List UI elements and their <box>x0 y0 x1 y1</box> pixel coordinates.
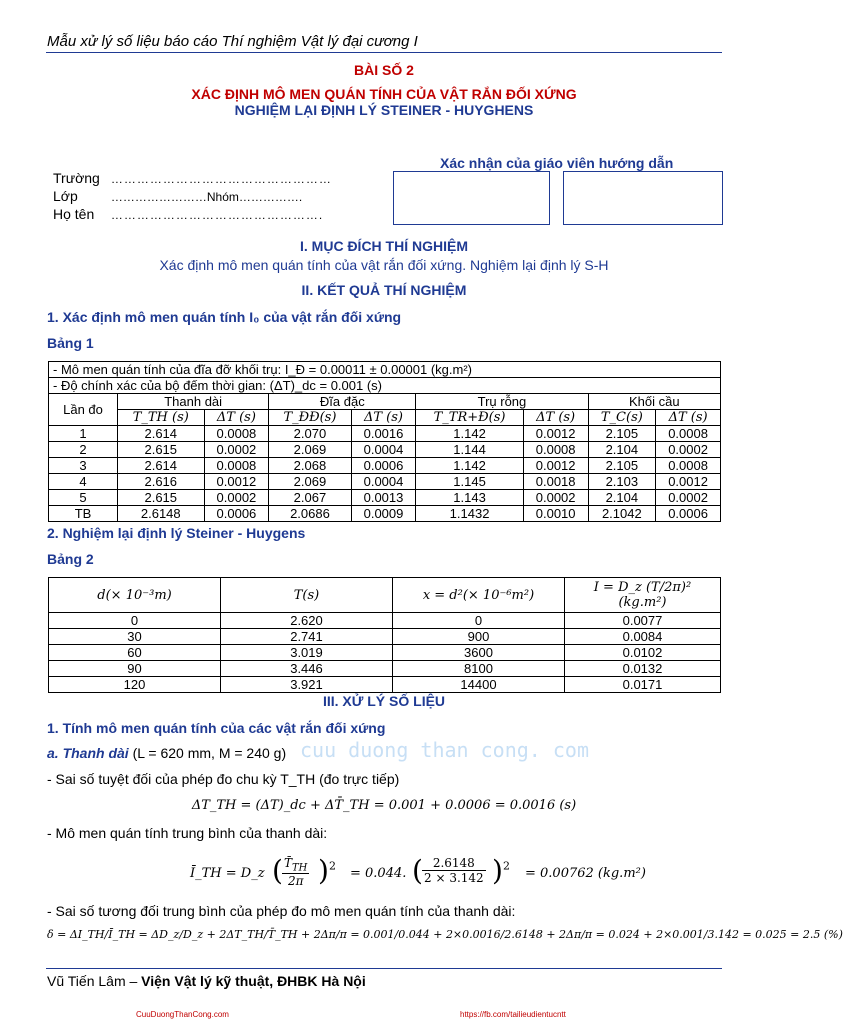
table-cell: 0.0008 <box>656 458 721 474</box>
table-cell: 30 <box>49 629 221 645</box>
table-row <box>49 629 721 645</box>
table-cell: 0.0009 <box>351 506 416 522</box>
sub-2-title: 2. Nghiệm lại định lý Steiner - Huygens <box>47 525 306 541</box>
eq2-frac-1: $\frac{T̄_{TH}}{2\pi}$ <box>284 856 308 889</box>
sub-1-title: 1. Xác định mô men quán tính I₀ của vật rắn đối xứng <box>47 309 402 325</box>
signature-box-2[interactable] <box>563 171 723 225</box>
lop-dots[interactable]: ……………………Nhóm……………. <box>110 190 303 204</box>
table-cell: 2.103 <box>588 474 656 490</box>
table-cell: 1.144 <box>416 442 523 458</box>
table-2 <box>48 577 721 693</box>
table-cell: 120 <box>49 677 221 693</box>
group-tru-rong: Trụ rỗng <box>416 394 588 410</box>
table-cell: 2.615 <box>118 442 205 458</box>
table-cell: 90 <box>49 661 221 677</box>
section-3-title: III. XỬ LÝ SỐ LIỆU <box>322 693 446 709</box>
table-1-body <box>49 426 721 522</box>
table-cell: 3 <box>49 458 118 474</box>
table-cell: 0.0006 <box>204 506 269 522</box>
table-row <box>49 677 721 693</box>
table-cell: 2.614 <box>118 458 205 474</box>
table-cell: 0.0132 <box>565 661 721 677</box>
footer-author-name: Vũ Tiến Lâm – <box>47 973 142 989</box>
subhead: ΔT (s) <box>656 410 721 426</box>
table-cell: 0.0008 <box>656 426 721 442</box>
footer-divider <box>46 968 722 969</box>
eq2-mid: = 0.044. <box>350 866 407 881</box>
table-cell: 2.069 <box>269 442 351 458</box>
table-cell: 2.105 <box>588 426 656 442</box>
table-row <box>49 613 721 629</box>
table-row <box>49 474 721 490</box>
table-cell: 0.0010 <box>523 506 588 522</box>
subhead: ΔT (s) <box>523 410 588 426</box>
eq2-num: 2.6148 <box>422 856 486 871</box>
table-cell: 5 <box>49 490 118 506</box>
table-cell: 2.070 <box>269 426 351 442</box>
calc-a-params: (L = 620 mm, M = 240 g) <box>128 745 287 761</box>
table-cell: 1.142 <box>416 426 523 442</box>
table-cell: 8100 <box>393 661 565 677</box>
table-cell: TB <box>49 506 118 522</box>
confirm-label: Xác nhận của giáo viên hướng dẫn <box>440 155 674 171</box>
table-cell: 0.0008 <box>204 458 269 474</box>
footer-institute: Viện Vật lý kỹ thuật, ĐHBK Hà Nội <box>141 973 366 989</box>
group-thanh-dai: Thanh dài <box>118 394 269 410</box>
header-divider <box>46 52 722 53</box>
table-cell: 0 <box>393 613 565 629</box>
eq2-paren-3: ( <box>412 854 423 887</box>
t2-head-x: x = d²(× 10⁻⁶m²) <box>393 578 565 613</box>
truong-label: Trường <box>53 170 100 186</box>
table-cell: 0.0002 <box>656 442 721 458</box>
subhead: ΔT (s) <box>204 410 269 426</box>
table-cell: 0.0008 <box>523 442 588 458</box>
table-cell: 2.104 <box>588 490 656 506</box>
table-cell: 2.6148 <box>118 506 205 522</box>
table-cell: 2.741 <box>221 629 393 645</box>
table-2-label: Bảng 2 <box>47 551 94 567</box>
group-khoi-cau: Khối cầu <box>588 394 720 410</box>
table-2-body <box>49 613 721 693</box>
table-cell: 0.0012 <box>656 474 721 490</box>
table-row <box>49 442 721 458</box>
table-row <box>49 458 721 474</box>
table-cell: 3600 <box>393 645 565 661</box>
table-cell: 0.0004 <box>351 442 416 458</box>
calc-eq-3: δ = ΔI_TH/Ī_TH = ΔD_z/D_z + 2ΔT_TH/T̄_TH + 2Δπ/π = 0.001/0.044 + 2×0.0016/2.6148 + 2Δπ/π = 0.024 + 2×0.001/3.142 = 0.025 = 2.5 (%) <box>47 928 843 941</box>
table-cell: 2.615 <box>118 490 205 506</box>
signature-box-1[interactable] <box>393 171 550 225</box>
table-cell: 0.0002 <box>523 490 588 506</box>
subhead: ΔT (s) <box>351 410 416 426</box>
section-1-title: I. MỤC ĐÍCH THÍ NGHIỆM <box>300 238 468 254</box>
calc-eq-2 <box>190 850 646 900</box>
table-cell: 1.143 <box>416 490 523 506</box>
eq2-lhs: Ī_TH = D_z <box>190 866 265 881</box>
calc-a <box>47 745 286 761</box>
eq2-paren-1: ( <box>272 854 283 887</box>
table-cell: 2.616 <box>118 474 205 490</box>
table-cell: 0.0012 <box>523 458 588 474</box>
table-row <box>49 506 721 522</box>
table-cell: 60 <box>49 645 221 661</box>
table-cell: 0.0013 <box>351 490 416 506</box>
table-cell: 2.614 <box>118 426 205 442</box>
col-lando: Lần đo <box>49 394 118 426</box>
table-cell: 3.446 <box>221 661 393 677</box>
t2-head-t: T(s) <box>221 578 393 613</box>
form-lop <box>53 188 302 204</box>
table-cell: 0.0102 <box>565 645 721 661</box>
group-dia-dac: Đĩa đặc <box>269 394 416 410</box>
table-cell: 0.0002 <box>204 442 269 458</box>
table-cell: 0.0006 <box>656 506 721 522</box>
header-title: Mẫu xử lý số liệu báo cáo Thí nghiệm Vật lý đại cương I <box>47 33 418 50</box>
eq2-rhs: = 0.00762 (kg.m²) <box>525 866 646 881</box>
lab-number: BÀI SỐ 2 <box>354 62 414 78</box>
calc-line-2: - Mô men quán tính trung bình của thanh dài: <box>47 825 328 841</box>
lab-title-2: NGHIỆM LẠI ĐỊNH LÝ STEINER - HUYGHENS <box>234 102 534 118</box>
table-cell: 0.0012 <box>523 426 588 442</box>
table-row <box>49 490 721 506</box>
table-row <box>49 661 721 677</box>
table-cell: 0.0016 <box>351 426 416 442</box>
table-cell: 0.0077 <box>565 613 721 629</box>
table-row <box>49 645 721 661</box>
subhead: T_ĐĐ(s) <box>269 410 351 426</box>
table-cell: 0.0002 <box>204 490 269 506</box>
table-cell: 2.069 <box>269 474 351 490</box>
table-cell: 0.0002 <box>656 490 721 506</box>
footer-author <box>47 973 366 989</box>
table-cell: 0.0006 <box>351 458 416 474</box>
table-cell: 1 <box>49 426 118 442</box>
table-cell: 0.0171 <box>565 677 721 693</box>
table-1 <box>48 361 721 522</box>
eq2-frac-2 <box>422 856 486 885</box>
eq2-den: 2 × 3.142 <box>424 871 484 885</box>
calc-title: 1. Tính mô men quán tính của các vật rắn đối xứng <box>47 720 386 736</box>
truong-dots[interactable]: …………………………………………… <box>110 172 332 186</box>
table-cell: 2.068 <box>269 458 351 474</box>
table-cell: 4 <box>49 474 118 490</box>
table-cell: 3.019 <box>221 645 393 661</box>
table-cell: 2 <box>49 442 118 458</box>
section-2-title: II. KẾT QUẢ THÍ NGHIỆM <box>301 282 467 298</box>
subhead: T_C(s) <box>588 410 656 426</box>
table-1-note-1: - Mô men quán tính của đĩa đỡ khối trụ: I_Đ = 0.00011 ± 0.00001 (kg.m²) <box>49 362 721 378</box>
form-truong <box>53 170 332 186</box>
table-cell: 2.1042 <box>588 506 656 522</box>
table-cell: 0.0084 <box>565 629 721 645</box>
table-cell: 0 <box>49 613 221 629</box>
calc-eq-1: ΔT_TH = (ΔT)_dc + ΔT̄_TH = 0.001 + 0.0006 = 0.0016 (s) <box>191 798 577 813</box>
table-cell: 2.104 <box>588 442 656 458</box>
table-cell: 3.921 <box>221 677 393 693</box>
table-cell: 1.145 <box>416 474 523 490</box>
calc-line-1: - Sai số tuyệt đối của phép đo chu kỳ T_TH (đo trực tiếp) <box>47 771 400 787</box>
subhead: T_TR+Đ(s) <box>416 410 523 426</box>
footer-site-left[interactable]: CuuDuongThanCong.com <box>136 1010 229 1019</box>
subhead: T_TH (s) <box>118 410 205 426</box>
table-cell: 0.0004 <box>351 474 416 490</box>
lab-title-1: XÁC ĐỊNH MÔ MEN QUÁN TÍNH CỦA VẬT RẮN ĐỐI XỨNG <box>191 86 577 102</box>
table-cell: 1.1432 <box>416 506 523 522</box>
table-row <box>49 426 721 442</box>
table-cell: 900 <box>393 629 565 645</box>
hoten-dots[interactable]: …………………………………………. <box>110 208 324 222</box>
table-cell: 14400 <box>393 677 565 693</box>
table-cell: 1.142 <box>416 458 523 474</box>
table-cell: 2.0686 <box>269 506 351 522</box>
watermark: cuu duong than cong. com <box>300 738 589 762</box>
footer-site-right[interactable]: https://fb.com/tailieudientucntt <box>460 1010 566 1019</box>
table-1-note-2: - Độ chính xác của bộ đếm thời gian: (ΔT)_dc = 0.001 (s) <box>49 378 721 394</box>
t2-head-d: d(× 10⁻³m) <box>49 578 221 613</box>
table-cell: 0.0008 <box>204 426 269 442</box>
table-cell: 0.0012 <box>204 474 269 490</box>
table-cell: 2.620 <box>221 613 393 629</box>
table-cell: 2.105 <box>588 458 656 474</box>
table-cell: 0.0018 <box>523 474 588 490</box>
eq2-paren-4: )$^2$ <box>492 854 510 887</box>
eq2-paren-2: )$^2$ <box>318 854 336 887</box>
t2-head-i: I = D_z (T/2π)² (kg.m²) <box>565 578 721 613</box>
table-cell: 2.067 <box>269 490 351 506</box>
lop-label: Lớp <box>53 188 78 204</box>
calc-line-3: - Sai số tương đối trung bình của phép đo mô men quán tính của thanh dài: <box>47 903 516 919</box>
calc-a-title: a. Thanh dài <box>47 745 129 761</box>
form-hoten <box>53 206 323 222</box>
table-1-label: Bảng 1 <box>47 335 94 351</box>
section-1-text: Xác định mô men quán tính của vật rắn đối xứng. Nghiệm lại định lý S-H <box>159 257 609 273</box>
hoten-label: Họ tên <box>53 206 95 222</box>
